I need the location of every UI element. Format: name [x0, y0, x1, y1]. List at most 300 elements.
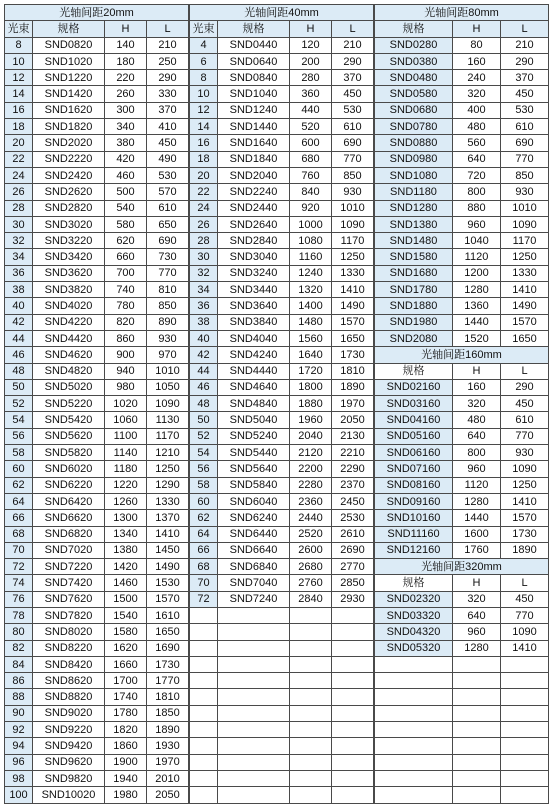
table-row — [375, 314, 549, 330]
blank-cell — [453, 787, 501, 803]
table-row — [5, 379, 189, 395]
beam-count: 78 — [5, 607, 33, 623]
beam-count: 88 — [5, 689, 33, 705]
l-value: 930 — [501, 445, 549, 461]
model-cell: SND2440 — [218, 200, 290, 216]
model-cell: SND1820 — [33, 119, 105, 135]
beam-count: 30 — [5, 216, 33, 232]
blank-cell — [218, 770, 290, 786]
l-value: 1090 — [501, 461, 549, 477]
model-cell: SND9020 — [33, 705, 105, 721]
blank-cell — [453, 738, 501, 754]
h-value: 1820 — [105, 722, 147, 738]
l-value: 1490 — [501, 298, 549, 314]
blank-cell — [190, 722, 218, 738]
beam-count: 22 — [190, 184, 218, 200]
blank-cell — [190, 640, 218, 656]
l-value: 530 — [501, 102, 549, 118]
model-cell: SND9620 — [33, 754, 105, 770]
l-value: 770 — [332, 151, 374, 167]
l-value: 930 — [332, 184, 374, 200]
table-row — [5, 265, 189, 281]
model-cell: SND0840 — [218, 70, 290, 86]
model-cell: SND2840 — [218, 233, 290, 249]
model-cell: SND2220 — [33, 151, 105, 167]
table-row — [5, 705, 189, 721]
l-value: 1810 — [147, 689, 189, 705]
model-cell: SND5640 — [218, 461, 290, 477]
l-value: 290 — [332, 53, 374, 69]
l-value: 850 — [147, 298, 189, 314]
blank-row — [190, 705, 374, 721]
table-row — [5, 249, 189, 265]
blank-cell — [290, 738, 332, 754]
l-value: 1410 — [501, 282, 549, 298]
table-row — [375, 70, 549, 86]
table-row — [190, 542, 374, 558]
l-value: 850 — [501, 167, 549, 183]
l-value: 1170 — [147, 428, 189, 444]
h-value: 280 — [290, 70, 332, 86]
h-value: 660 — [105, 249, 147, 265]
model-cell: SND3220 — [33, 233, 105, 249]
model-cell: SND4620 — [33, 347, 105, 363]
table-row — [5, 151, 189, 167]
l-value: 690 — [501, 135, 549, 151]
model-cell: SND10020 — [33, 787, 105, 803]
h-header: H — [453, 21, 501, 37]
beam-count: 26 — [5, 184, 33, 200]
h-value: 2120 — [290, 445, 332, 461]
table-row — [5, 559, 189, 575]
h-value: 480 — [453, 119, 501, 135]
beam-count: 94 — [5, 738, 33, 754]
h-value: 1080 — [290, 233, 332, 249]
table-row — [5, 363, 189, 379]
table-row — [5, 445, 189, 461]
beam-count: 86 — [5, 673, 33, 689]
blank-cell — [332, 738, 374, 754]
model-cell: SND0640 — [218, 53, 290, 69]
l-value: 1450 — [147, 542, 189, 558]
blank-cell — [453, 689, 501, 705]
beam-count: 64 — [5, 493, 33, 509]
l-value: 1250 — [501, 249, 549, 265]
table-row — [375, 493, 549, 509]
table-row — [5, 167, 189, 183]
l-value: 1610 — [147, 607, 189, 623]
h-value: 880 — [453, 200, 501, 216]
table-row — [190, 249, 374, 265]
table-row — [5, 412, 189, 428]
table-row — [5, 396, 189, 412]
blank-row — [190, 738, 374, 754]
beam-count: 6 — [190, 53, 218, 69]
model-cell: SND3440 — [218, 282, 290, 298]
blank-cell — [332, 770, 374, 786]
beam-count: 56 — [5, 428, 33, 444]
l-value: 530 — [147, 167, 189, 183]
h-value: 140 — [105, 37, 147, 53]
model-cell: SND10160 — [375, 510, 453, 526]
blank-cell — [332, 624, 374, 640]
model-cell: SND3640 — [218, 298, 290, 314]
h-value: 2840 — [290, 591, 332, 607]
table-row — [5, 754, 189, 770]
h-value: 1980 — [105, 787, 147, 803]
l-value: 2930 — [332, 591, 374, 607]
model-cell: SND0780 — [375, 119, 453, 135]
blank-row — [190, 656, 374, 672]
table-row — [375, 428, 549, 444]
model-cell: SND6420 — [33, 493, 105, 509]
table-row — [5, 591, 189, 607]
blank-cell — [501, 673, 549, 689]
h-value: 600 — [290, 135, 332, 151]
blank-cell — [453, 754, 501, 770]
model-cell: SND4840 — [218, 396, 290, 412]
model-cell: SND1420 — [33, 86, 105, 102]
table-row — [375, 396, 549, 412]
beam-count: 28 — [190, 233, 218, 249]
blank-cell — [290, 640, 332, 656]
blank-cell — [190, 689, 218, 705]
h-value: 1600 — [453, 526, 501, 542]
table-row — [5, 347, 189, 363]
model-cell: SND6440 — [218, 526, 290, 542]
blank-cell — [218, 607, 290, 623]
h-value: 640 — [453, 151, 501, 167]
beam-count: 44 — [5, 330, 33, 346]
table-row — [375, 135, 549, 151]
beam-count: 16 — [5, 102, 33, 118]
l-value: 690 — [332, 135, 374, 151]
l-value: 610 — [147, 200, 189, 216]
model-cell: SND2620 — [33, 184, 105, 200]
h-value: 1340 — [105, 526, 147, 542]
model-cell: SND1220 — [33, 70, 105, 86]
h-value: 1800 — [290, 379, 332, 395]
model-cell: SND0440 — [218, 37, 290, 53]
model-cell: SND05320 — [375, 640, 453, 656]
column-header-row — [5, 21, 189, 37]
table-row — [375, 461, 549, 477]
table-row — [190, 184, 374, 200]
table-row — [375, 200, 549, 216]
h-value: 160 — [453, 379, 501, 395]
h-value: 440 — [290, 102, 332, 118]
h-value: 1220 — [105, 477, 147, 493]
beam-count: 76 — [5, 591, 33, 607]
beam-count: 38 — [190, 314, 218, 330]
table-row — [5, 493, 189, 509]
blank-cell — [190, 738, 218, 754]
l-value: 530 — [332, 102, 374, 118]
beam-count: 36 — [5, 265, 33, 281]
blank-cell — [375, 705, 453, 721]
blank-cell — [218, 640, 290, 656]
beam-count: 16 — [190, 135, 218, 151]
l-header: L — [501, 575, 549, 591]
h-value: 1440 — [453, 314, 501, 330]
blank-cell — [375, 656, 453, 672]
model-cell: SND0480 — [375, 70, 453, 86]
h-value: 2760 — [290, 575, 332, 591]
blank-cell — [190, 705, 218, 721]
h-value: 1440 — [453, 510, 501, 526]
h-value: 1460 — [105, 575, 147, 591]
table-row — [190, 102, 374, 118]
model-cell: SND05160 — [375, 428, 453, 444]
model-cell: SND9820 — [33, 770, 105, 786]
model-cell: SND1640 — [218, 135, 290, 151]
beam-count: 42 — [190, 347, 218, 363]
beam-count: 38 — [5, 282, 33, 298]
l-value: 1690 — [147, 640, 189, 656]
l-value: 1810 — [332, 363, 374, 379]
table-row — [5, 298, 189, 314]
blank-cell — [332, 787, 374, 803]
h-value: 480 — [453, 412, 501, 428]
table-row — [190, 510, 374, 526]
h-value: 2280 — [290, 477, 332, 493]
l-value: 370 — [332, 70, 374, 86]
h-value: 400 — [453, 102, 501, 118]
table-row — [5, 770, 189, 786]
l-value: 1090 — [501, 624, 549, 640]
model-cell: SND1380 — [375, 216, 453, 232]
model-cell: SND5620 — [33, 428, 105, 444]
h-value: 2040 — [290, 428, 332, 444]
l-value: 610 — [332, 119, 374, 135]
h-value: 340 — [105, 119, 147, 135]
model-cell: SND1180 — [375, 184, 453, 200]
h-value: 1520 — [453, 330, 501, 346]
beam-count: 60 — [5, 461, 33, 477]
h-value: 960 — [453, 216, 501, 232]
l-value: 210 — [501, 37, 549, 53]
blank-row — [190, 624, 374, 640]
blank-cell — [375, 754, 453, 770]
table-row — [190, 53, 374, 69]
table-row — [5, 787, 189, 803]
table-row — [190, 233, 374, 249]
table-row — [5, 526, 189, 542]
h-value: 1620 — [105, 640, 147, 656]
blank-cell — [332, 705, 374, 721]
beam-count: 48 — [5, 363, 33, 379]
column-header-row — [190, 21, 374, 37]
blank-row — [190, 640, 374, 656]
blank-cell — [190, 656, 218, 672]
table-row — [375, 184, 549, 200]
h-value: 620 — [105, 233, 147, 249]
model-cell: SND0880 — [375, 135, 453, 151]
blank-cell — [453, 722, 501, 738]
beam-count: 52 — [190, 428, 218, 444]
table-row — [375, 282, 549, 298]
table-row — [190, 151, 374, 167]
h-value: 800 — [453, 445, 501, 461]
h-value: 460 — [105, 167, 147, 183]
h-value: 360 — [290, 86, 332, 102]
table-row — [5, 119, 189, 135]
l-value: 410 — [147, 119, 189, 135]
model-cell: SND1980 — [375, 314, 453, 330]
l-value: 2010 — [147, 770, 189, 786]
l-value: 450 — [501, 591, 549, 607]
table-row — [190, 347, 374, 363]
model-cell: SND4040 — [218, 330, 290, 346]
table-row — [5, 640, 189, 656]
model-cell: SND04320 — [375, 624, 453, 640]
l-value: 1330 — [147, 493, 189, 509]
model-cell: SND3820 — [33, 282, 105, 298]
table-row — [5, 461, 189, 477]
l-value: 810 — [147, 282, 189, 298]
h-value: 1780 — [105, 705, 147, 721]
blank-cell — [501, 722, 549, 738]
model-cell: SND3420 — [33, 249, 105, 265]
section-title-row — [190, 5, 374, 21]
l-value: 2050 — [332, 412, 374, 428]
table-row — [5, 428, 189, 444]
beam-count: 30 — [190, 249, 218, 265]
model-cell: SND1040 — [218, 86, 290, 102]
l-value: 290 — [501, 379, 549, 395]
h-value: 900 — [105, 347, 147, 363]
blank-cell — [501, 656, 549, 672]
beam-count: 34 — [5, 249, 33, 265]
h-value: 2440 — [290, 510, 332, 526]
beam-count: 62 — [190, 510, 218, 526]
model-cell: SND4820 — [33, 363, 105, 379]
beam-count: 92 — [5, 722, 33, 738]
l-value: 1930 — [147, 738, 189, 754]
blank-cell — [218, 673, 290, 689]
model-cell: SND6240 — [218, 510, 290, 526]
section-title: 光轴间距40mm — [190, 5, 374, 21]
h-value: 1100 — [105, 428, 147, 444]
blank-row — [375, 787, 549, 803]
table-row — [375, 510, 549, 526]
h-value: 240 — [453, 70, 501, 86]
blank-cell — [453, 770, 501, 786]
l-value: 970 — [147, 347, 189, 363]
section-title: 光轴间距20mm — [5, 5, 189, 21]
model-cell: SND0820 — [33, 37, 105, 53]
l-value: 1250 — [332, 249, 374, 265]
blank-cell — [290, 607, 332, 623]
blank-cell — [375, 673, 453, 689]
table-row — [5, 624, 189, 640]
l-value: 570 — [147, 184, 189, 200]
blank-cell — [190, 770, 218, 786]
table-row — [5, 607, 189, 623]
beams-header: 光束 — [5, 21, 33, 37]
h-value: 960 — [453, 624, 501, 640]
model-cell: SND3620 — [33, 265, 105, 281]
beam-count: 98 — [5, 770, 33, 786]
l-value: 890 — [147, 314, 189, 330]
column-header-row — [375, 21, 549, 37]
h-value: 960 — [453, 461, 501, 477]
l-value: 2450 — [332, 493, 374, 509]
model-cell: SND6040 — [218, 493, 290, 509]
table-row — [190, 363, 374, 379]
h-value: 1700 — [105, 673, 147, 689]
table-row — [190, 477, 374, 493]
h-value: 760 — [290, 167, 332, 183]
h-value: 1720 — [290, 363, 332, 379]
model-cell: SND7240 — [218, 591, 290, 607]
l-value: 1210 — [147, 445, 189, 461]
beam-count: 90 — [5, 705, 33, 721]
beam-count: 26 — [190, 216, 218, 232]
l-value: 1410 — [501, 493, 549, 509]
l-value: 2690 — [332, 542, 374, 558]
model-cell: SND2020 — [33, 135, 105, 151]
model-cell: SND4020 — [33, 298, 105, 314]
section-title: 光轴间距160mm — [375, 347, 549, 363]
blank-cell — [290, 673, 332, 689]
beam-count: 72 — [190, 591, 218, 607]
beam-count: 40 — [190, 330, 218, 346]
spacing-80-160-320mm-table — [374, 4, 549, 804]
section-title-row — [375, 559, 549, 575]
beam-count: 20 — [5, 135, 33, 151]
l-value: 610 — [501, 119, 549, 135]
table-row — [5, 477, 189, 493]
l-value: 930 — [147, 330, 189, 346]
blank-row — [190, 770, 374, 786]
h-value: 1280 — [453, 493, 501, 509]
table-row — [190, 298, 374, 314]
l-value: 1730 — [332, 347, 374, 363]
table-row — [375, 53, 549, 69]
h-value: 1020 — [105, 396, 147, 412]
h-value: 1200 — [453, 265, 501, 281]
h-value: 1280 — [453, 282, 501, 298]
blank-cell — [218, 689, 290, 705]
beam-count: 50 — [5, 379, 33, 395]
h-value: 1120 — [453, 477, 501, 493]
h-value: 740 — [105, 282, 147, 298]
beam-count: 68 — [5, 526, 33, 542]
blank-row — [375, 705, 549, 721]
h-value: 1740 — [105, 689, 147, 705]
model-cell: SND1840 — [218, 151, 290, 167]
model-cell: SND7620 — [33, 591, 105, 607]
h-value: 980 — [105, 379, 147, 395]
model-cell: SND3020 — [33, 216, 105, 232]
model-cell: SND1080 — [375, 167, 453, 183]
model-cell: SND02320 — [375, 591, 453, 607]
h-value: 1380 — [105, 542, 147, 558]
table-row — [375, 526, 549, 542]
l-value: 850 — [332, 167, 374, 183]
model-cell: SND0580 — [375, 86, 453, 102]
spacing-20mm-table — [4, 4, 189, 804]
h-value: 1000 — [290, 216, 332, 232]
h-value: 1280 — [453, 640, 501, 656]
h-value: 1260 — [105, 493, 147, 509]
l-value: 1730 — [501, 526, 549, 542]
table-row — [190, 37, 374, 53]
beam-count: 64 — [190, 526, 218, 542]
model-cell: SND5420 — [33, 412, 105, 428]
l-value: 690 — [147, 233, 189, 249]
